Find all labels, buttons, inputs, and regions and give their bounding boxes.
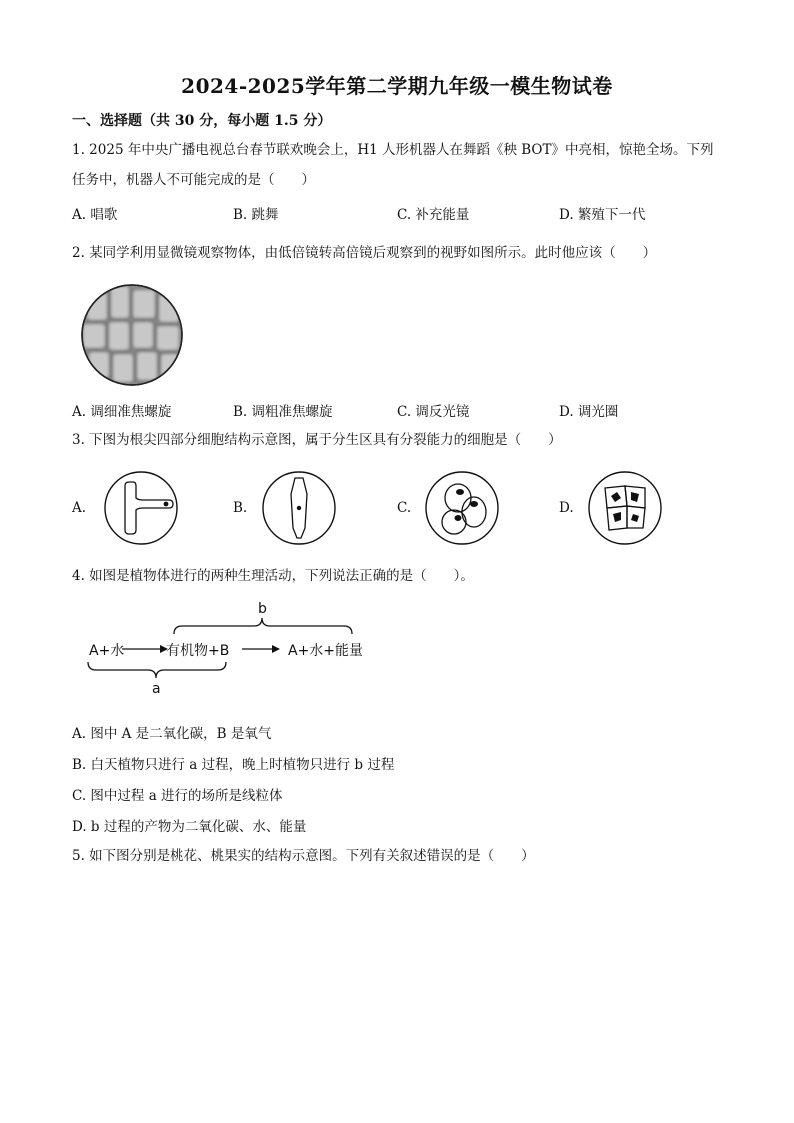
page-title: 2024-2025学年第二学期九年级一模生物试卷 — [181, 74, 613, 98]
question-3-text: 3. 下图为根尖四部分细胞结构示意图，属于分生区具有分裂能力的细胞是（ ） — [72, 432, 562, 448]
q3-option-c[interactable]: C. — [397, 500, 412, 516]
q1-option-d[interactable]: D. 繁殖下一代 — [559, 207, 646, 223]
question-1-line-2: 任务中，机器人不可能完成的是（ ） — [72, 172, 315, 188]
q3-option-b[interactable]: B. — [233, 500, 248, 516]
diagram-label-a: a — [152, 681, 161, 697]
elongated-cell-image — [261, 470, 337, 546]
section-heading: 一、选择题（共 30 分，每小题 1.5 分） — [72, 113, 332, 129]
root-cap-cells-image — [424, 470, 500, 546]
q3-option-d[interactable]: D. — [559, 500, 574, 516]
q4-option-c[interactable]: C. 图中过程 a 进行的场所是线粒体 — [72, 788, 283, 804]
question-5-text: 5. 如下图分别是桃花、桃果实的结构示意图。下列有关叙述错误的是（ ） — [72, 848, 535, 864]
q2-option-b[interactable]: B. 调粗准焦螺旋 — [233, 404, 333, 420]
diagram-label-b: b — [258, 601, 267, 617]
question-4-text: 4. 如图是植物体进行的两种生理活动，下列说法正确的是（ ）。 — [72, 568, 474, 584]
q1-option-b[interactable]: B. 跳舞 — [233, 207, 279, 223]
q4-option-b[interactable]: B. 白天植物只进行 a 过程，晚上时植物只进行 b 过程 — [72, 757, 395, 773]
q1-option-c[interactable]: C. 补充能量 — [397, 207, 470, 223]
meristem-cells-image — [587, 470, 663, 546]
q3-option-a[interactable]: A. — [72, 500, 87, 516]
q4-option-d[interactable]: D. b 过程的产物为二氧化碳、水、能量 — [72, 819, 307, 835]
q2-option-d[interactable]: D. 调光圈 — [559, 404, 619, 420]
diagram-intermediate: 有机物+B — [166, 643, 230, 659]
q4-option-a[interactable]: A. 图中 A 是二氧化碳，B 是氧气 — [72, 726, 272, 742]
diagram-reactants: A+水 — [89, 643, 125, 659]
microscope-field-image — [80, 283, 184, 387]
q2-option-a[interactable]: A. 调细准焦螺旋 — [72, 404, 172, 420]
q2-option-c[interactable]: C. 调反光镜 — [397, 404, 470, 420]
diagram-products: A+水+能量 — [288, 643, 364, 659]
question-1-line-1: 1. 2025 年中央广播电视总台春节联欢晚会上，H1 人形机器人在舞蹈《秧 BOT》中亮相，惊艳全场。下列 — [72, 142, 714, 158]
q1-option-a[interactable]: A. 唱歌 — [72, 207, 118, 223]
root-hair-cell-image — [103, 470, 179, 546]
question-2-text: 2. 某同学利用显微镜观察物体，由低倍镜转高倍镜后观察到的视野如图所示。此时他应该（ ） — [72, 245, 657, 261]
